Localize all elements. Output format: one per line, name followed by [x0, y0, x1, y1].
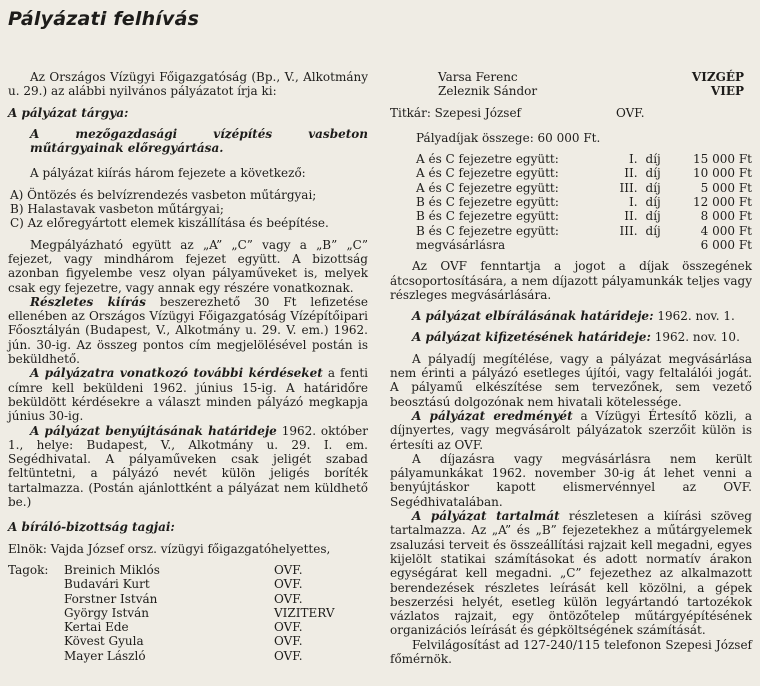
tartalom-rest: részletesen a kiírási szöveg tartalmazza. Az „A” és „B” fejezetekhez a műtárgyelemek zsaluzási terveit és összeállítási rajzait kell megadni, egyes kijelölt statikai számításokat és adott normatív árakon egységárat kell megadni. „C” fejezethez az alkalmazott berendezések részletes leírását kell közölni, a gépek beszerzési helyét, esetleg külön legyártandó tartozékok vázlatos rajzait, egy öntözőtelep műtárgyépítésének organizációs leírását és gépköltségének számítását. — [390, 509, 752, 638]
prize-unit — [646, 238, 693, 252]
chapters-list — [8, 188, 368, 231]
table-row — [8, 649, 335, 663]
megpalyazhato-paragraph: Megpályázható együtt az „A” „C” vagy a „B” „C” fejezet, vagy mindhárom fejezet együtt. A bizottság azonban figyelembe vesz olyan pályaműveket is, melyek csak egy fejezetre, vagy annak egy részére vonatkoznak. — [8, 237, 368, 295]
table-row — [8, 577, 335, 591]
table-row — [416, 166, 752, 180]
deadline-evaluation — [390, 309, 752, 323]
ovf-paragraph: Az OVF fenntartja a jogot a díjak összegének átcsoportosítására, a nem díjazott pályamunkák teljes vagy részleges megvásárlására. — [390, 259, 752, 302]
prize-label: A és C fejezetre együtt: — [416, 152, 559, 167]
table-row — [8, 634, 335, 648]
committee-label: A bíráló-bizottság tagjai: — [8, 520, 175, 535]
member-org: VIZITERV — [274, 605, 335, 620]
members-label: Tagok: — [8, 562, 49, 577]
prize-amount: 12 000 Ft — [693, 195, 752, 210]
kerdes-paragraph — [8, 366, 368, 423]
table-row — [416, 238, 752, 252]
prize-label: megvásárlásra — [416, 237, 506, 252]
member-name: Forstner István — [64, 591, 158, 606]
chapter-item: B) Halastavak vasbeton műtárgyai; — [10, 202, 224, 217]
table-row — [390, 106, 645, 120]
prize-label: B és C fejezetre együtt: — [416, 223, 559, 238]
table-row — [8, 620, 335, 634]
secretary-row — [390, 106, 645, 120]
prize-rank: I. — [628, 152, 638, 167]
left-column — [8, 70, 368, 663]
prize-label: B és C fejezetre együtt: — [416, 195, 559, 210]
palyadij-paragraph: A pályadíj megítélése, vagy a pályázat megvásárlása nem érinti a pályázó esetleges újítói, vagy feltalálói jogát. A pályamű elkészítése sem tervezőnek, sem vezető beosztású dolgozónak nem hivatali kötelessége. — [390, 351, 752, 409]
prize-table — [416, 152, 752, 252]
table-row — [416, 195, 752, 209]
prize-unit: díj — [645, 180, 661, 195]
deadline-evaluation-label: A pályázat elbírálásának határideje: — [412, 309, 654, 324]
deadline-payment-value: 1962. nov. 10. — [650, 330, 740, 345]
member-org: OVF. — [274, 634, 303, 649]
tartalom-lead: A pályázat tartalmát — [412, 509, 560, 524]
member-name: Breinich Miklós — [64, 562, 160, 577]
member-name: Budavári Kurt — [64, 577, 150, 592]
kiiras-paragraph — [8, 295, 368, 366]
subject-text: A mezőgazdasági vízépítés vasbeton műtárgyainak előregyártása. — [30, 126, 368, 156]
signer-name: Varsa Ferenc — [438, 70, 518, 84]
chapter-item: A) Öntözés és belvízrendezés vasbeton műtárgyai; — [10, 187, 317, 202]
prize-rank: III. — [619, 180, 638, 195]
signer-name: Zeleznik Sándor — [438, 84, 538, 99]
table-row — [8, 563, 335, 577]
deadline-evaluation-value: 1962. nov. 1. — [653, 309, 735, 324]
chapter-item: C) Az előregyártott elemek kiszállítása és beépítése. — [10, 216, 329, 231]
table-row — [416, 181, 752, 195]
prize-unit: díj — [645, 223, 661, 238]
prize-rank: I. — [628, 195, 638, 210]
prize-label: B és C fejezetre együtt: — [416, 209, 559, 224]
prize-amount: 4 000 Ft — [700, 223, 752, 238]
member-name: György István — [64, 605, 149, 620]
signer-org: VIEP — [710, 84, 744, 99]
prize-unit: díj — [645, 195, 661, 210]
member-org: OVF. — [274, 562, 303, 577]
prize-unit: díj — [645, 166, 661, 181]
signer-org: VIZGÉP — [691, 70, 744, 84]
prize-label: A és C fejezetre együtt: — [416, 180, 559, 195]
chapters-intro: A pályázat kiírás három fejezete a következő: — [30, 166, 306, 181]
kerdes-rest: a fenti címre kell beküldeni 1962. június 15-ig. A határidőre beküldött kérdésekre a választ minden pályázó megkapja június 30-ig. — [8, 366, 368, 424]
prize-rank: III. — [619, 223, 638, 238]
member-org: OVF. — [274, 620, 303, 635]
secretary-label: Titkár: Szepesi József — [390, 105, 521, 120]
eredmeny-rest: a Vízügyi Értesítő közli, a díjnyertes, vagy megvásárolt pályázatok szerzőit külön is értesíti az OVF. — [390, 408, 752, 452]
prize-amount: 8 000 Ft — [700, 209, 752, 224]
prize-amount: 6 000 Ft — [700, 237, 752, 252]
prize-amount: 10 000 Ft — [693, 166, 752, 181]
member-org: OVF. — [274, 648, 303, 663]
table-row — [416, 224, 752, 238]
prize-rank: II. — [624, 209, 638, 224]
prize-label: A és C fejezetre együtt: — [416, 166, 559, 181]
benyujt-lead: A pályázat benyújtásának határideje — [30, 423, 277, 438]
table-row — [390, 70, 744, 84]
deadline-payment-label: A pályázat kifizetésének határideje: — [412, 330, 651, 345]
signers-table — [390, 70, 744, 99]
prize-rank: II. — [624, 166, 638, 181]
member-org: OVF. — [274, 577, 303, 592]
chair-line: Elnök: Vajda József orsz. vízügyi főigazgatóhelyettes, — [8, 541, 331, 556]
kiiras-rest: beszerezhető 30 Ft lefizetése ellenében az Országos Vízügyi Főigazgatóság Vízépítőipari Főosztályán (Budapest, V., Alkotmány u. 29. V. em.) 1962. jún. 30-ig. Az összeg pontos cím megjelölésével postán is beküldhető. — [8, 294, 368, 367]
page-title: Pályázati felhívás — [8, 8, 200, 30]
intro-paragraph: Az Országos Vízügyi Főigazgatóság (Bp., V., Alkotmány u. 29.) az alábbi nyilvános pályázatot írja ki: — [8, 70, 368, 99]
dijazasra-paragraph: A díjazásra vagy megvásárlásra nem került pályamunkákat 1962. november 30-ig át lehet venni a benyújtáskor kapott elismervénnyel az OVF. Segédhivatalában. — [390, 451, 752, 509]
member-name: Kertai Ede — [64, 620, 129, 635]
table-row — [416, 152, 752, 166]
member-name: Kövest Gyula — [64, 634, 144, 649]
member-name: Mayer László — [64, 648, 146, 663]
secretary-org: OVF. — [616, 105, 645, 120]
prize-rank — [574, 238, 646, 252]
table-row — [416, 209, 752, 223]
felvilagositas-paragraph: Felvilágosítást ad 127-240/115 telefonon Szepesi József főmérnök. — [390, 637, 752, 666]
benyujt-rest: 1962. október 1., helye: Budapest, V., Alkotmány u. 29. I. em. Segédhivatal. A pályaműveken csak jeligét szabad feltüntetni, a pályázó nevét külön jeligés boríték tartalmazza. (Postán ajánlottként a pályázat nem küldhető be.) — [8, 423, 368, 510]
benyujt-paragraph — [8, 424, 368, 510]
table-row — [8, 592, 335, 606]
table-row — [8, 606, 335, 620]
prize-amount: 5 000 Ft — [700, 180, 752, 195]
prize-total: Pályadíjak összege: 60 000 Ft. — [416, 130, 601, 145]
table-row — [390, 84, 744, 98]
subject-label: A pályázat tárgya: — [8, 105, 129, 120]
deadline-payment — [390, 330, 752, 344]
prize-unit: díj — [645, 209, 661, 224]
members-table — [8, 563, 335, 663]
eredmeny-lead: A pályázat eredményét — [412, 408, 573, 423]
member-org: OVF. — [274, 591, 303, 606]
kiiras-lead: Részletes kiírás — [30, 294, 146, 309]
prize-amount: 15 000 Ft — [693, 152, 752, 167]
kerdes-lead: A pályázatra vonatkozó további kérdéseket — [30, 366, 323, 381]
right-column — [390, 70, 752, 666]
eredmeny-paragraph — [390, 409, 752, 452]
tartalom-paragraph — [390, 509, 752, 638]
prize-unit: díj — [645, 152, 661, 167]
